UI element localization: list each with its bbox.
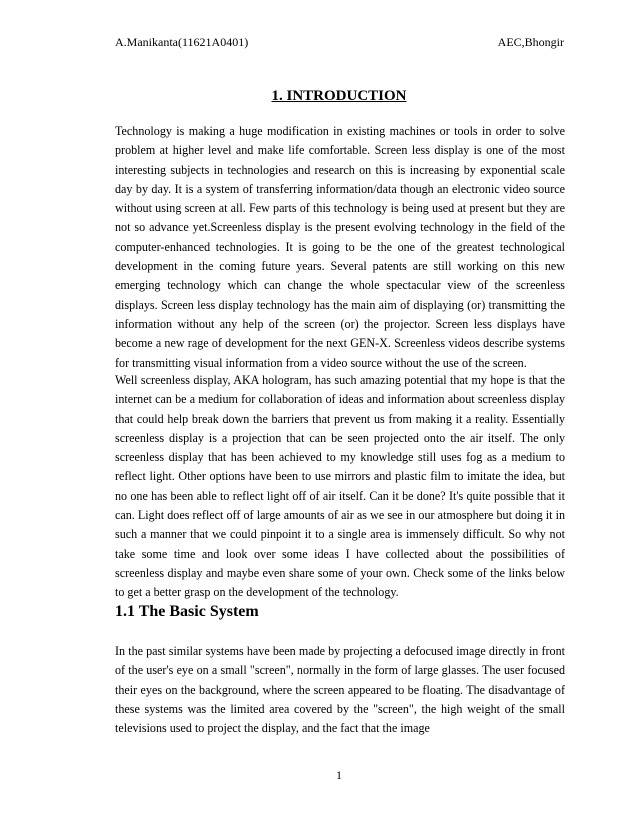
page-header xyxy=(115,35,564,51)
page-number: 1 xyxy=(336,768,342,782)
paragraph-introduction-2: Well screenless display, AKA hologram, has such amazing potential that my hope is that the internet can be a medium for collaboration of ideas and information about screenless display that could help break down the barriers that prevent us from making it a reality. Essentially screenless display is a projection that can be seen projected onto the air itself. The only screenless display that has been achieved to my knowledge still uses fog as a medium to reflect light. Other options have been to use mirrors and plastic film to imitate the idea, but no one has been able to reflect light off of air itself. Can it be done? It's quite possible that it can. Light does reflect off of large amounts of air as we see in our atmosphere but doing it in such a manner that we could pinpoint it to a single area is immensely difficult. So why not take some time and look over some ideas I have collected about the possibilities of screenless display and maybe even share some of your own. Check some of the links below to get a better grasp on the development of the technology. xyxy=(115,373,565,600)
header-author: A.Manikanta(11621A0401) xyxy=(115,35,249,49)
paragraph-basic-system: In the past similar systems have been made by projecting a defocused image directly in front of the user's eye on a small "screen", normally in the form of large glasses. The user focused their eyes on the background, where the screen appeared to be floating. The disadvantage of these systems was the limited area covered by the "screen", the high weight of the small televisions used to project the display, and the fact that the image xyxy=(115,644,565,736)
header-college: AEC,Bhongir xyxy=(497,35,564,49)
section-title: 1. INTRODUCTION xyxy=(271,88,407,104)
subsection-heading: 1.1 The Basic System xyxy=(115,603,259,620)
paragraph-introduction-1: Technology is making a huge modification in existing machines or tools in order to solve problem at higher level and make life comfortable. Screen less display is one of the most interesting subjects in technologies and research on this is increasing by exponential scale day by day. It is a system of transferring information/data though an electronic video source without using screen at all. Few parts of this technology is being used at present but they are not so advance yet.Screenless display is the present evolving technology in the field of the computer-enhanced technologies. It is going to be the one of the greatest technological development in the coming future years. Several patents are still working on this new emerging technology which can change the whole spectacular view of the screenless displays. Screen less display technology has the main aim of displaying (or) transmitting the information without any help of the screen (or) the projector. Screen less displays have become a new rage of development for the next GEN-X. Screenless videos describe systems for transmitting visual information from a video source without the use of the screen. xyxy=(115,124,565,370)
